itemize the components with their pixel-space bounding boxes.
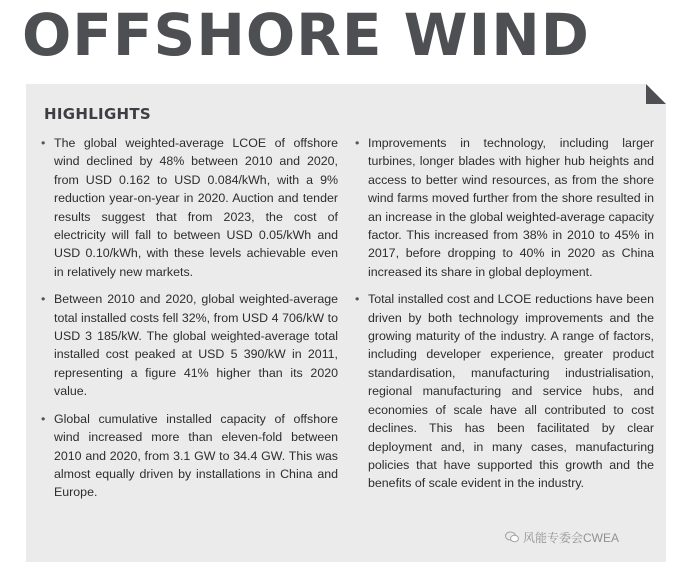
left-column <box>40 134 338 511</box>
bullet-item <box>354 290 654 492</box>
highlights-panel <box>26 84 666 562</box>
bullet-item <box>354 134 654 281</box>
page-title: OFFSHORE WIND <box>22 1 590 69</box>
watermark-text: 风能专委会CWEA <box>523 530 620 545</box>
bullet-text: Improvements in technology, including larger turbines, longer blades with higher hub heights and access to better wind resources, as from the shore wind farms moved further from the shore resulted in an increase in the global weighted-average capacity factor. This increased from 38% in 2010 to 45% in 2017, before dropping to 40% in 2020 as China increased its share in global deployment. <box>368 136 654 279</box>
watermark <box>505 527 619 547</box>
corner-fold <box>646 84 666 104</box>
bullet-text: Between 2010 and 2020, global weighted-average total installed costs fell 32%, from USD 4 706/kW to USD 3 185/kW. The global weighted-average total installed cost peaked at USD 5 390/kW in 2011, representing a figure 41% higher than its 2020 value. <box>54 292 338 399</box>
bullet-dot: • <box>355 292 360 307</box>
right-column <box>354 134 654 502</box>
bullet-item <box>40 134 338 281</box>
bullet-dot: • <box>41 411 46 426</box>
wechat-icon <box>505 530 519 544</box>
bullet-text: Total installed cost and LCOE reductions have been driven by both technology improvements and the growing maturity of the industry. A range of factors, including developer experience, greater product standardisation, manufacturing industrialisation, regional manufacturing and service hubs, and economies of scale have all contributed to cost declines. This has been facilitated by clear deployment and, in many cases, manufacturing policies that have supported this growth and the benefits of scale evident in the industry. <box>368 292 654 491</box>
bullet-dot: • <box>41 292 46 307</box>
bullet-dot: • <box>41 136 46 150</box>
bullet-text: Global cumulative installed capacity of offshore wind increased more than eleven-fold between 2010 and 2020, from 3.1 GW to 34.4 GW. This was almost equally driven by installations in China and Europe. <box>54 411 338 500</box>
bullet-dot: • <box>355 136 360 150</box>
bullet-item <box>40 290 338 400</box>
highlights-heading: HIGHLIGHTS <box>44 105 152 123</box>
bullet-text: The global weighted-average LCOE of offshore wind declined by 48% between 2010 and 2020, from USD 0.162 to USD 0.084/kWh, with a 9% reduction year-on-year in 2020. Auction and tender results suggest that from 2023, the cost of electricity will fall to between USD 0.05/kWh and USD 0.10/kWh, with these levels achievable even in relatively new markets. <box>54 136 338 279</box>
bullet-item <box>40 410 338 502</box>
